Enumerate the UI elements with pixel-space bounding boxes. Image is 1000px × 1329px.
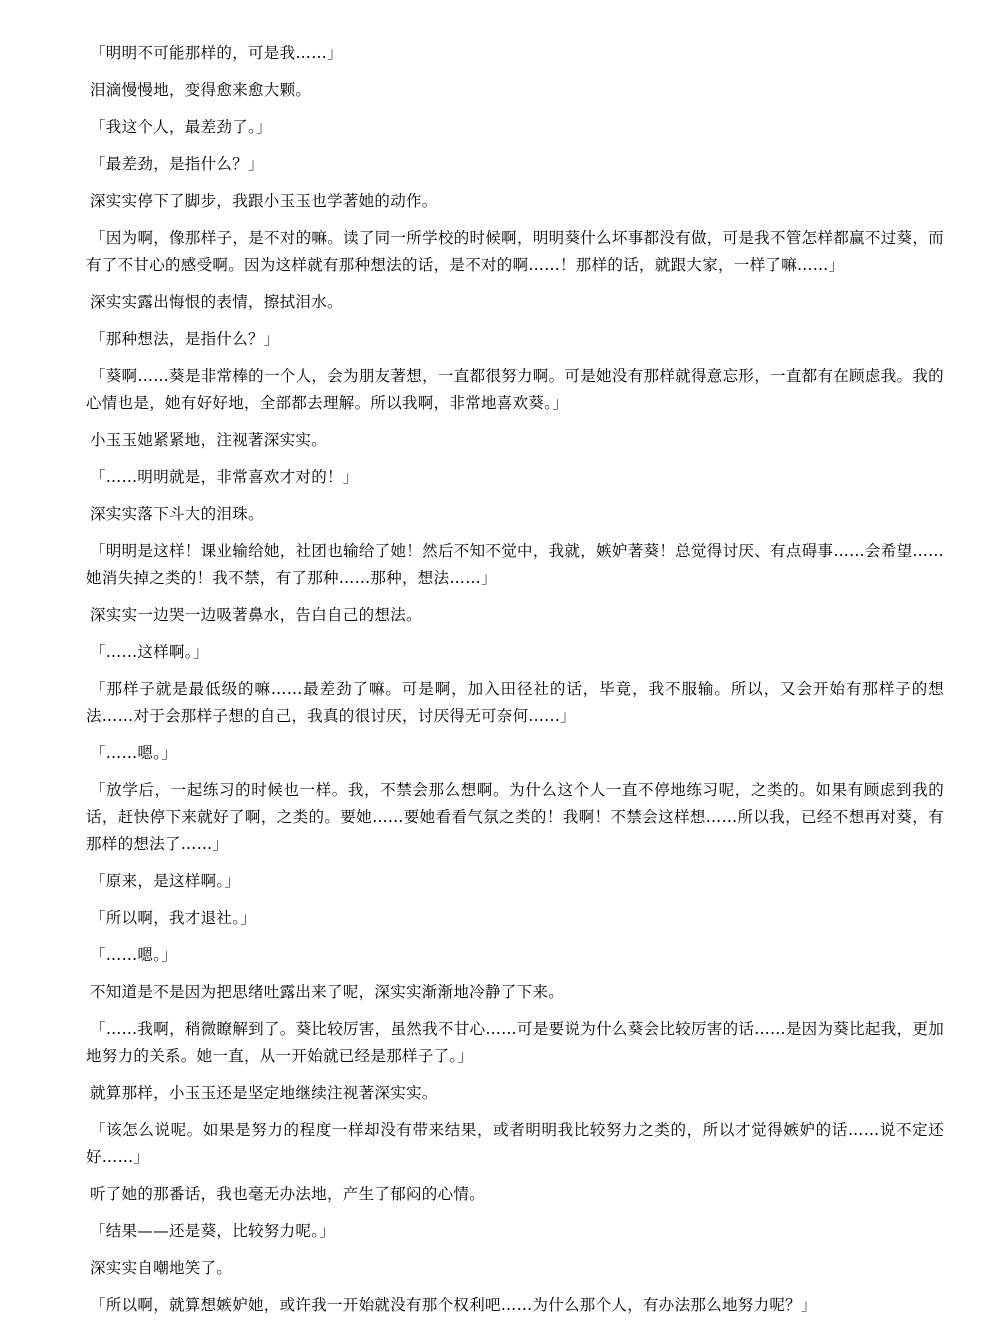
paragraph: 「……明明就是，非常喜欢才对的！」 [90, 468, 359, 486]
paragraph: 「明明不可能那样的，可是我……」 [90, 44, 343, 62]
paragraph: 「……嗯。」 [90, 946, 178, 964]
paragraph: 「最差劲，是指什么？」 [90, 155, 264, 173]
paragraph: 「……这样啊。」 [90, 643, 209, 661]
paragraph: 深实实露出悔恨的表情，擦拭泪水。 [90, 293, 343, 311]
paragraph: 「……嗯。」 [90, 744, 178, 762]
paragraph: 「我这个人，最差劲了。」 [90, 118, 272, 136]
paragraph: 「原来，是这样啊。」 [90, 872, 241, 890]
paragraph: 听了她的那番话，我也毫无办法地，产生了郁闷的心情。 [90, 1185, 486, 1203]
paragraph: 小玉玉她紧紧地，注视著深实实。 [90, 431, 328, 449]
paragraph: 「该怎么说呢。如果是努力的程度一样却没有带来结果，或者明明我比较努力之类的，所以才觉得嫉妒的话……说不定还好……」 [86, 1121, 944, 1166]
paragraph: 「葵啊……葵是非常棒的一个人，会为朋友著想，一直都很努力啊。可是她没有那样就得意忘形，一直都有在顾虑我。我的心情也是，她有好好地，全部都去理解。所以我啊，非常地喜欢葵。」 [86, 367, 944, 412]
document-page [86, 40, 944, 1329]
paragraph: 「所以啊，我才退社。」 [90, 909, 257, 927]
paragraph: 深实实一边哭一边吸著鼻水，告白自己的想法。 [90, 606, 422, 624]
paragraph: 深实实停下了脚步，我跟小玉玉也学著她的动作。 [90, 192, 438, 210]
paragraph: 「……我啊，稍微瞭解到了。葵比较厉害，虽然我不甘心……可是要说为什么葵会比较厉害的话……是因为葵比起我，更加地努力的关系。她一直，从一开始就已经是那样子了。」 [86, 1020, 944, 1065]
paragraph: 「结果——还是葵，比较努力呢。」 [90, 1222, 336, 1240]
paragraph: 泪滴慢慢地，变得愈来愈大颗。 [90, 81, 312, 99]
paragraph: 「那样子就是最低级的嘛……最差劲了嘛。可是啊，加入田径社的话，毕竟，我不服输。所以，又会开始有那样子的想法……对于会那样子想的自己，我真的很讨厌，讨厌得无可奈何……」 [86, 680, 944, 725]
paragraph: 不知道是不是因为把思绪吐露出来了呢，深实实渐渐地冷静了下来。 [90, 983, 565, 1001]
paragraph: 就算那样，小玉玉还是坚定地继续注视著深实实。 [90, 1084, 438, 1102]
paragraph: 深实实落下斗大的泪珠。 [90, 505, 264, 523]
paragraph: 深实实自嘲地笑了。 [90, 1259, 233, 1277]
paragraph: 「因为啊，像那样子，是不对的嘛。读了同一所学校的时候啊，明明葵什么坏事都没有做，可是我不管怎样都赢不过葵，而有了不甘心的感受啊。因为这样就有那种想法的话，是不对的啊……！那样的话，就跟大家，一样了嘛……」 [86, 229, 944, 274]
paragraph: 「明明是这样！课业输给她，社团也输给了她！然后不知不觉中，我就，嫉妒著葵！总觉得讨厌、有点碍事……会希望……她消失掉之类的！我不禁，有了那种……那种，想法……」 [86, 542, 944, 587]
paragraph: 「所以啊，就算想嫉妒她，或许我一开始就没有那个权利吧……为什么那个人，有办法那么地努力呢？」 [90, 1296, 817, 1314]
paragraph: 「放学后，一起练习的时候也一样。我，不禁会那么想啊。为什么这个人一直不停地练习呢，之类的。如果有顾虑到我的话，赶快停下来就好了啊，之类的。要她……要她看看气氛之类的！我啊！不禁会这样想……所以我，已经不想再对葵，有那样的想法了……」 [86, 781, 944, 853]
paragraph: 「那种想法，是指什么？」 [90, 330, 280, 348]
